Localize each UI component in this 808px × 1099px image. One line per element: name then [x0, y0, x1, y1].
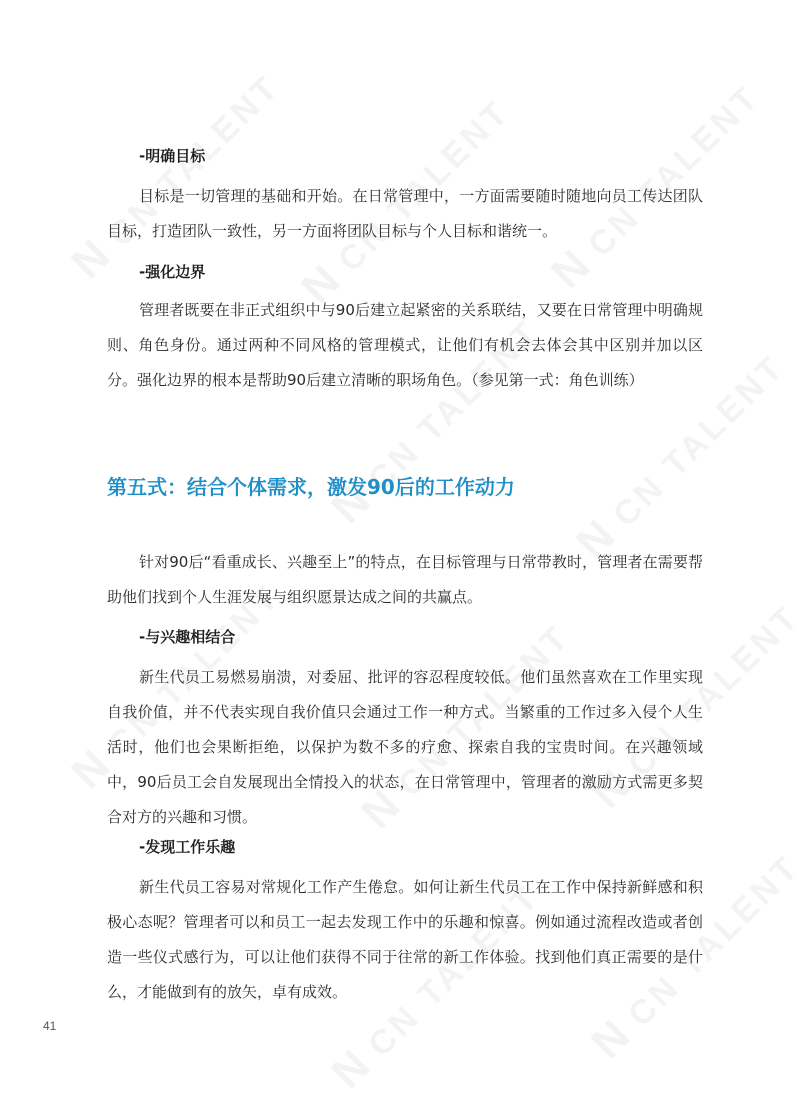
- watermark: [62, 61, 290, 289]
- boundary-heading: -强化边界: [139, 263, 206, 281]
- watermark-logo-icon: [582, 1008, 643, 1069]
- fun-paragraph: 新生代员工容易对常规化工作产生倦怠。如何让新生代员工在工作中保持新鲜感和积极心态呢？管理者可以和员工一起去发现工作中的乐趣和惊喜。例如通过流程改造或者创造一些仪式感行为，可以让他们获得不同于往常的新工作体验。找到他们真正需要的是什么，才能做到有的放矢，卓有成效。: [107, 878, 703, 1001]
- interest-heading: -与兴趣相结合: [139, 628, 236, 646]
- boundary-paragraph: 管理者既要在非正式组织中与90后建立起紧密的关系联结，又要在日常管理中明确规则、角色身份。通过两种不同风格的管理模式，让他们有机会去体会其中区别并加以区分。强化边界的根本是帮助90后建立清晰的职场角色。（参见第一式：角色训练）: [107, 301, 703, 389]
- watermark-logo-icon: [322, 1038, 383, 1099]
- interest-paragraph: 新生代员工易燃易崩溃，对委屈、批评的容忍程度较低。他们虽然喜欢在工作里实现自我价值，并不代表实现自我价值只会通过工作一种方式。当繁重的工作过多入侵个人生活时，他们也会果断拒绝，以保护为数不多的疗愈、探索自我的宝贵时间。在兴趣领域中，90后员工会自发展现出全情投入的状态，在日常管理中，管理者的激励方式需更多契合对方的兴趣和习惯。: [107, 668, 703, 826]
- chapter-title: 第五式：结合个体需求，激发90后的工作动力: [107, 475, 515, 499]
- chapter-intro-paragraph: 针对90后“看重成长、兴趣至上”的特点，在目标管理与日常带教时，管理者在需要帮助他们找到个人生涯发展与组织愿景达成之间的共赢点。: [107, 553, 703, 606]
- page-number: 41: [43, 1019, 57, 1033]
- goal-heading: -明确目标: [139, 147, 206, 165]
- goal-paragraph: 目标是一切管理的基础和开始。在日常管理中，一方面需要随时随地向员工传达团队目标，打造团队一致性，另一方面将团队目标与个人目标和谐统一。: [107, 187, 703, 240]
- fun-heading: -发现工作乐趣: [139, 838, 236, 856]
